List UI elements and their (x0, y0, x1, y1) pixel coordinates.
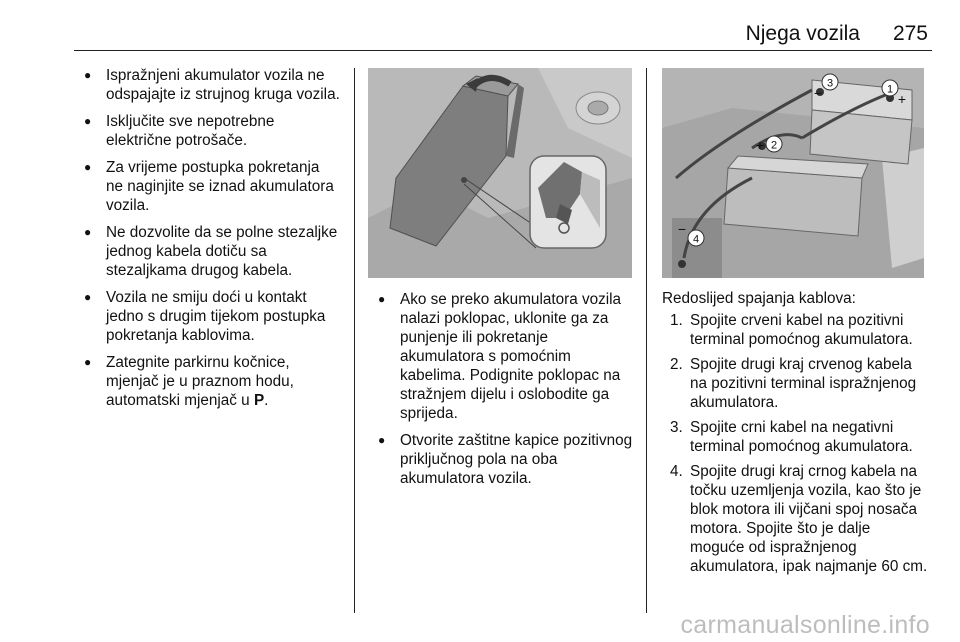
page-title: Njega vozila (745, 22, 860, 45)
list-item (662, 355, 928, 412)
cover-bullet-list (376, 290, 634, 488)
jump-cable-drawing (662, 68, 924, 278)
list-item: ● Ispražnjeni akumulator vozila ne odspajajte iz strujnog kruga vozila. (82, 66, 340, 104)
callout-3-label: 3 (826, 77, 834, 90)
jump-start-illustration (662, 68, 924, 278)
callout-1-label: 1 (886, 83, 894, 96)
list-item-text: Zategnite parkirnu kočnice, mjenjač je u praznom hodu, automatski mjenjač u (106, 354, 294, 409)
list-item: ● Otvorite zaštitne kapice pozitivnog priključnog pola na oba akumulatora vozila. (376, 431, 634, 488)
step-text: Spojite crveni kabel na pozitivni terminal pomoćnog akumulatora. (690, 312, 913, 348)
gear-position-symbol: P (253, 392, 265, 409)
column-2 (376, 290, 634, 496)
column-divider-left (354, 68, 355, 613)
header-divider (74, 50, 932, 51)
step-number: 4. (670, 463, 683, 480)
battery-cover-drawing (368, 68, 632, 278)
minus-ground-label: − (677, 221, 687, 237)
connection-order-heading: Redoslijed spajanja kablova: (662, 290, 856, 307)
plus-terminal-label-2: + (755, 137, 765, 153)
step-number: 1. (670, 312, 683, 329)
safety-bullet-list (82, 66, 340, 410)
minus-terminal-label: − (813, 85, 823, 101)
list-item: ● Ako se preko akumulatora vozila nalazi poklopac, uklonite ga za punjenje ili pokretanje akumulatora s pomoćnim kabelima. Podignite poklopac na stražnjem dijelu i oslobodite ga sprijeda. (376, 290, 634, 423)
callout-2-label: 2 (770, 139, 778, 152)
list-item (662, 462, 928, 576)
step-text: Spojite drugi kraj crvenog kabela na pozitivni terminal ispražnjenog akumulatora. (690, 356, 917, 411)
watermark: carmanualsonline.info (680, 611, 930, 639)
list-item: ● Za vrijeme postupka pokretanja ne naginjite se iznad akumulatora vozila. (82, 158, 340, 215)
list-item (662, 418, 928, 456)
battery-cover-illustration (368, 68, 632, 278)
plus-terminal-label: + (897, 91, 907, 107)
step-text: Spojite drugi kraj crnog kabela na točku uzemljenja vozila, kao što je blok motora ili vijčani spoj nosača motora. Spojite što je dalje moguće od ispražnjenog akumulatora, ipak najmanje 60 cm. (690, 463, 928, 575)
column-3 (662, 289, 928, 582)
list-item-end: . (264, 392, 269, 409)
callout-4-label: 4 (692, 233, 700, 246)
list-item: ● Isključite sve nepotrebne električne potrošače. (82, 112, 340, 150)
connection-steps-list (662, 311, 928, 576)
step-number: 3. (670, 419, 683, 436)
step-number: 2. (670, 356, 683, 373)
step-text: Spojite crni kabel na negativni terminal pomoćnog akumulatora. (690, 419, 913, 455)
column-divider-right (646, 68, 647, 613)
list-item (82, 353, 340, 410)
list-item (662, 311, 928, 349)
list-item: ● Vozila ne smiju doći u kontakt jedno s drugim tijekom postupka pokretanja kablovima. (82, 288, 340, 345)
list-item: ● Ne dozvolite da se polne stezaljke jednog kabela dotiču sa stezaljkama drugog kabela. (82, 223, 340, 280)
page-number: 275 (892, 22, 928, 45)
column-1 (82, 66, 340, 418)
